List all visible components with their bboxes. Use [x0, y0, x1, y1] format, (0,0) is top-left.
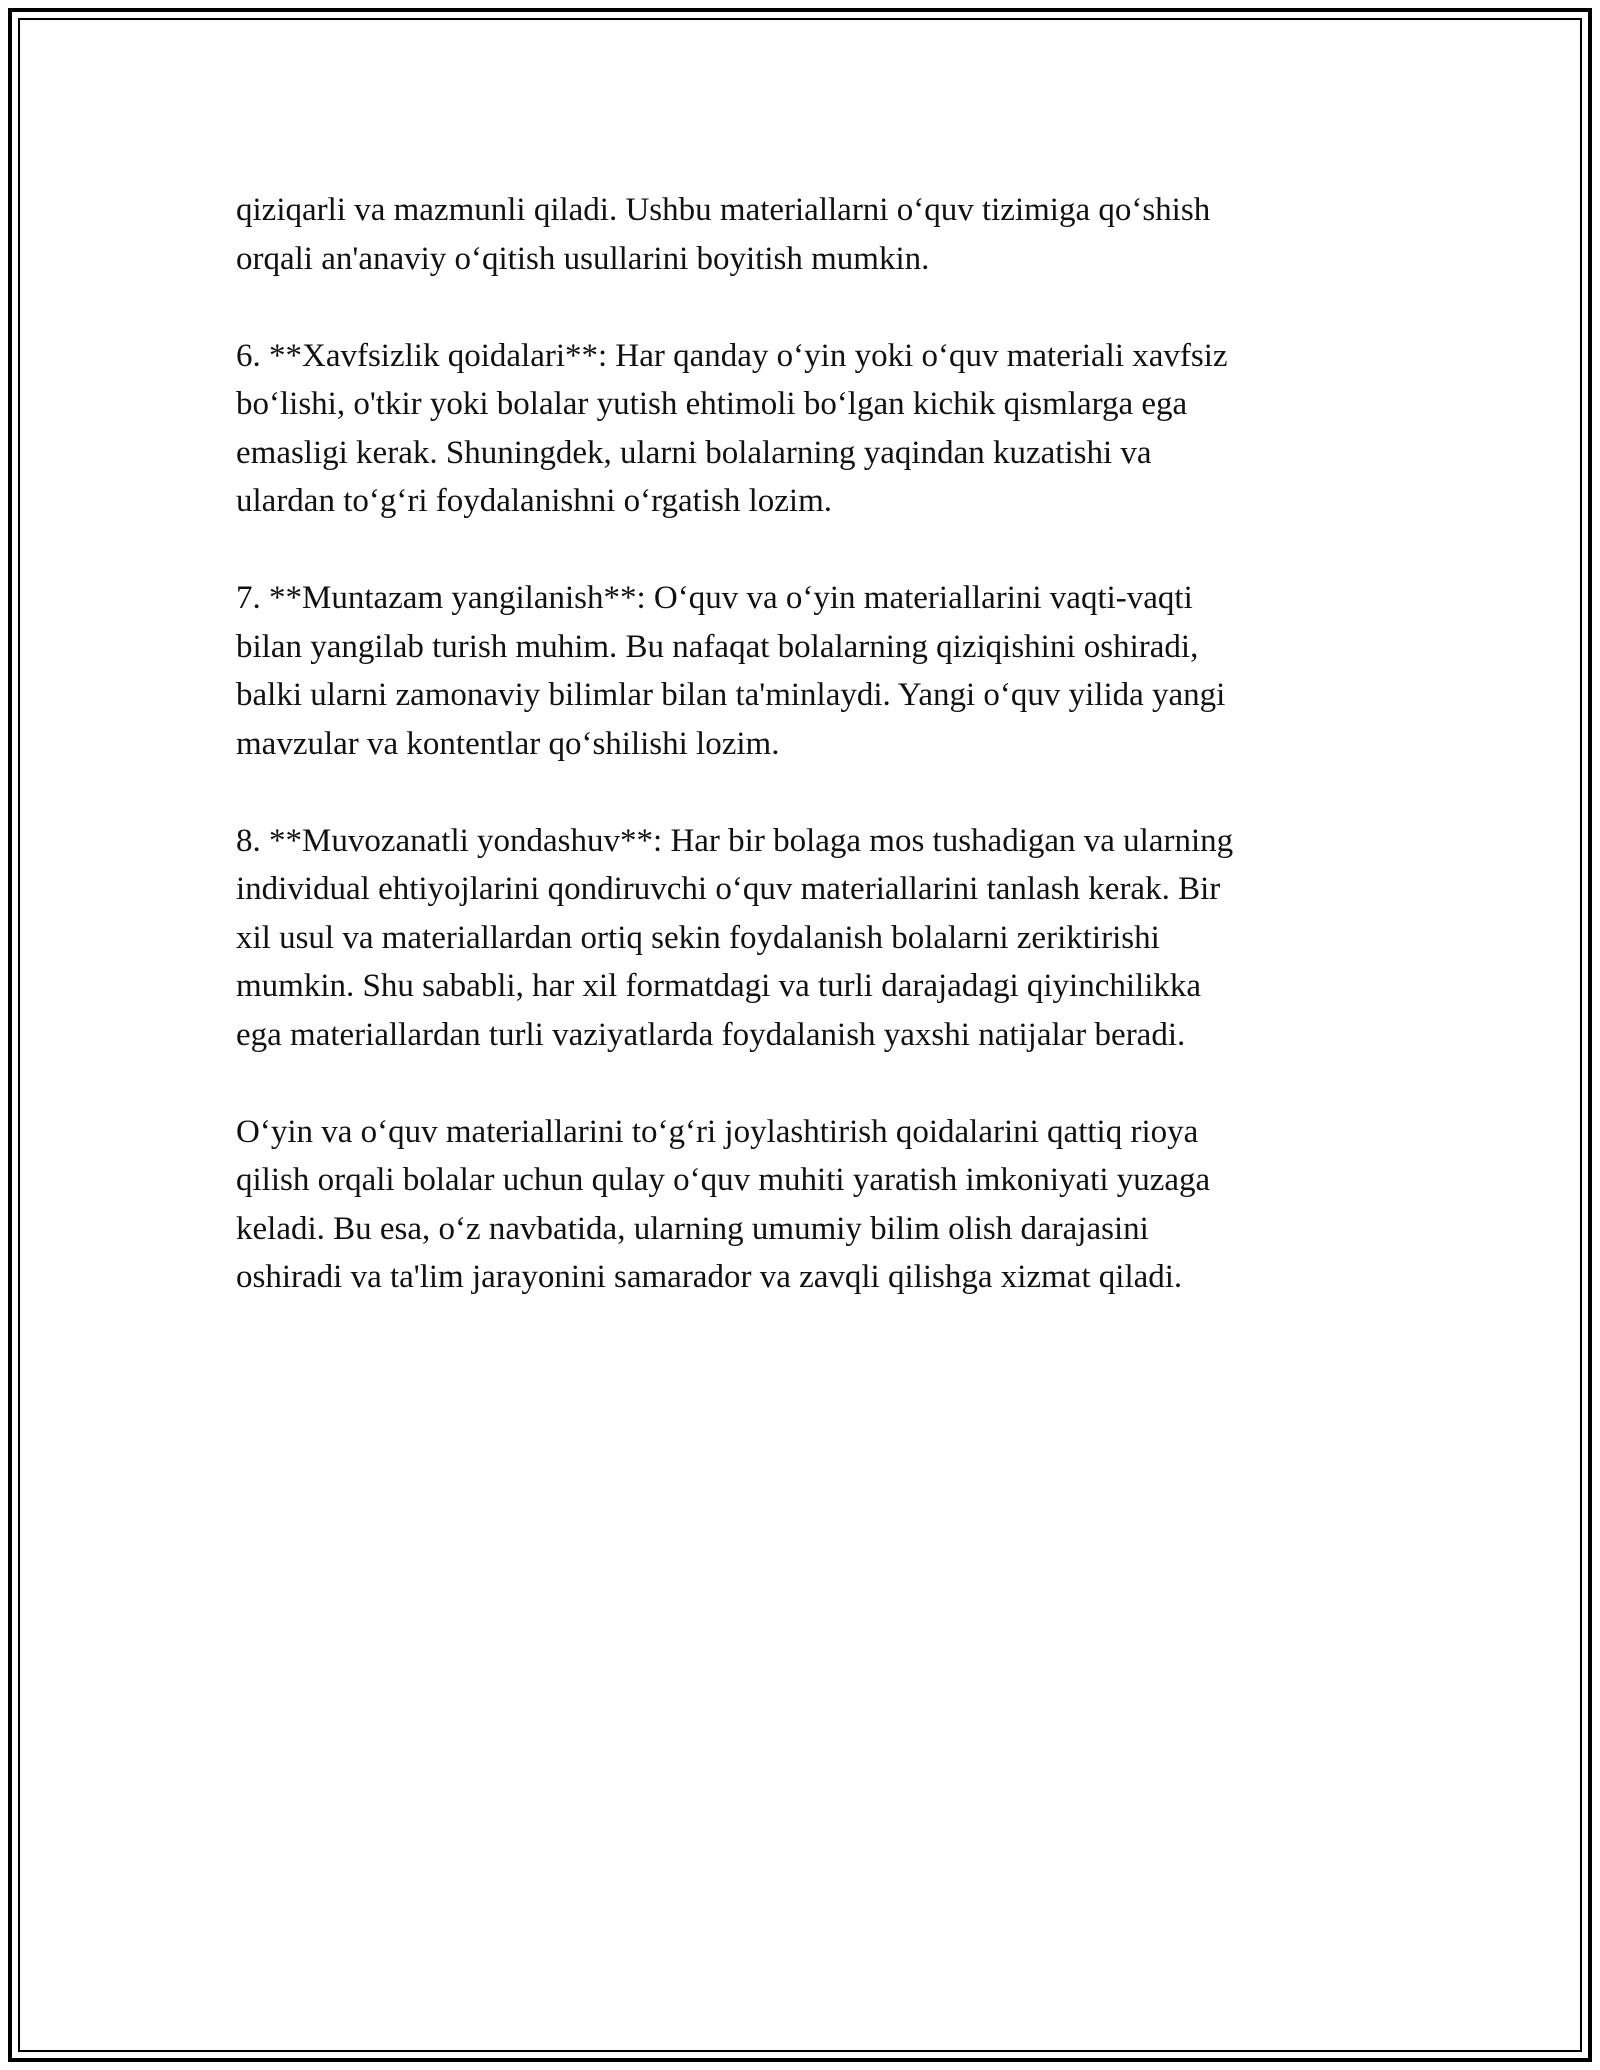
text-line: qiziqarli va mazmunli qiladi. Ushbu materiallarni o‘quv tizimiga qo‘shish [236, 192, 1211, 228]
text-line: balki ularni zamonaviy bilimlar bilan ta'minlaydi. Yangi o‘quv yilida yangi [236, 677, 1226, 713]
text-line: xil usul va materiallardan ortiq sekin foydalanish bolalarni zeriktirishi [236, 919, 1160, 956]
text-line: individual ehtiyojlarini qondiruvchi o‘quv materiallarini tanlash kerak. Bir [236, 871, 1221, 907]
text-line: bo‘lishi, o'tkir yoki bolalar yutish ehtimoli bo‘lgan kichik qismlarga ega [236, 386, 1188, 422]
text-line: 7. **Muntazam yangilanish**: O‘quv va o‘yin materiallarini vaqti-vaqti [236, 580, 1193, 616]
text-line: qilish orqali bolalar uchun qulay o‘quv muhiti yaratish imkoniyati yuzaga [236, 1162, 1211, 1198]
text-line: bilan yangilab turish muhim. Bu nafaqat bolalarning qiziqishini oshiradi, [236, 628, 1199, 665]
text-line: emasligi kerak. Shuningdek, ularni bolalarning yaqindan kuzatishi va [236, 434, 1152, 471]
paragraph-item-8-balance [236, 817, 1376, 1060]
text-line: mavzular va kontentlar qo‘shilishi lozim. [236, 725, 780, 762]
text-line: ulardan to‘g‘ri foydalanishni o‘rgatish lozim. [236, 483, 832, 519]
text-line: orqali an'anaviy o‘qitish usullarini boyitish mumkin. [236, 240, 930, 277]
paragraph-item-6-safety [236, 332, 1376, 526]
text-line: ega materiallardan turli vaziyatlarda foydalanish yaxshi natijalar beradi. [236, 1016, 1186, 1053]
text-line: 6. **Xavfsizlik qoidalari**: Har qanday o‘yin yoki o‘quv materiali xavfsiz [236, 337, 1228, 374]
text-line: 8. **Muvozanatli yondashuv**: Har bir bolaga mos tushadigan va ularning [236, 822, 1234, 859]
paragraph-intro-continuation [236, 186, 1376, 283]
text-line: mumkin. Shu sababli, har xil formatdagi va turli darajadagi qiyinchilikka [236, 968, 1202, 1004]
text-line: oshiradi va ta'lim jarayonini samarador va zavqli qilishga xizmat qiladi. [236, 1259, 1183, 1295]
text-line: keladi. Bu esa, o‘z navbatida, ularning umumiy bilim olish darajasini [236, 1210, 1149, 1247]
document-body [236, 186, 1376, 1350]
paragraph-item-7-updates [236, 574, 1376, 768]
paragraph-conclusion [236, 1108, 1376, 1302]
text-line: O‘yin va o‘quv materiallarini to‘g‘ri joylashtirish qoidalarini qattiq rioya [236, 1113, 1199, 1150]
